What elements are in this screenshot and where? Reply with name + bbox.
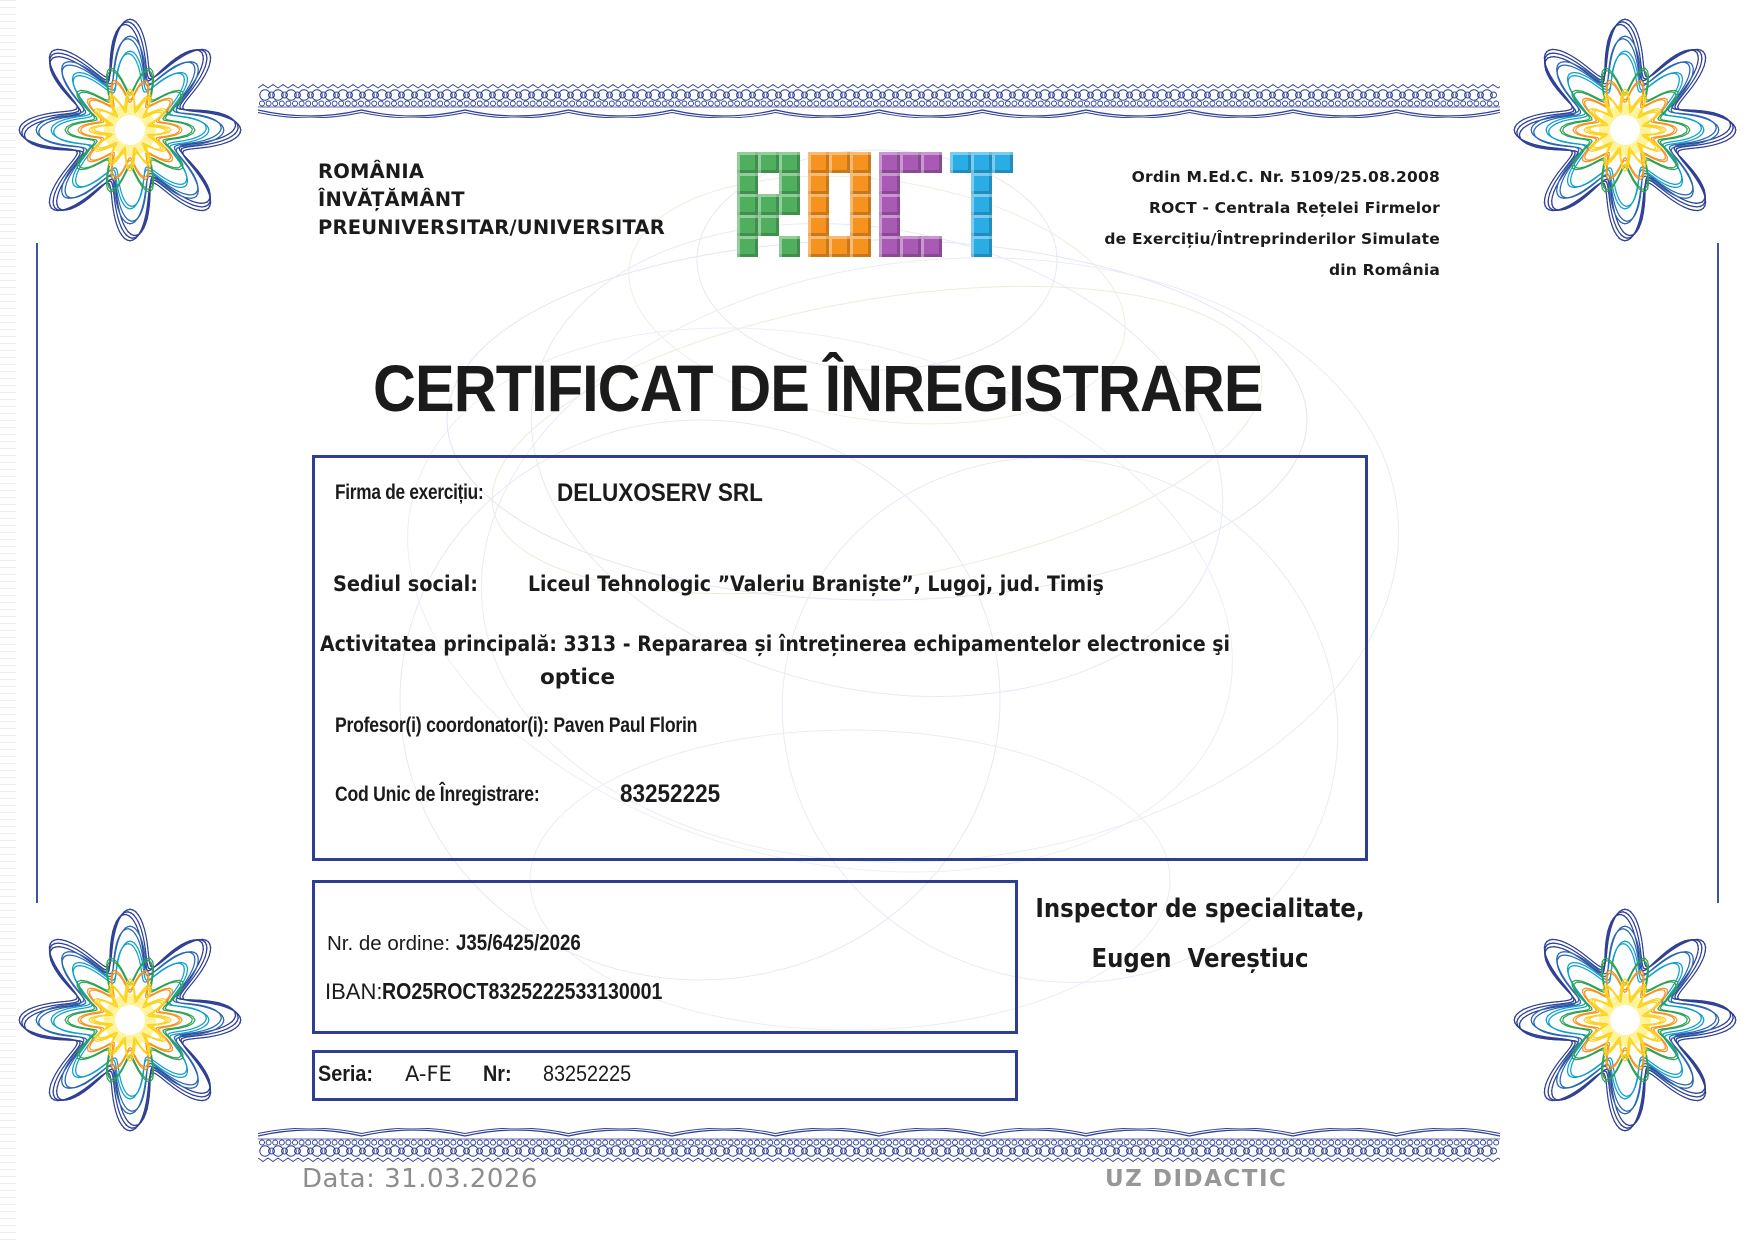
logo-brick [971,152,992,173]
logo-brick [737,194,758,215]
logo-letter-T [950,152,1013,257]
iban-line [325,978,712,1005]
roct-info-line-3: de Exercițiu/Întreprinderilor Simulate [1104,230,1440,248]
logo-brick [808,215,829,236]
profesor-value: Paven Paul Florin [553,713,698,737]
sediu-label: Sediul social: [333,572,479,597]
logo-brick [737,236,758,257]
logo-brick [921,236,942,257]
logo-brick [829,152,850,173]
cui-value: 83252225 [620,780,721,808]
inspector-block [1033,884,1367,984]
logo-brick [921,152,942,173]
logo-brick [779,173,800,194]
logo-brick [850,215,871,236]
frame-line-left [36,243,38,903]
logo-brick [737,173,758,194]
roct-logo [737,152,1022,257]
issuer-block [318,158,665,242]
logo-brick [900,236,921,257]
activitate-value: 3313 - Repararea și întreținerea echipamentelor electronice şi [563,632,1231,657]
inspector-title: Inspector de specialitate, [1035,894,1365,924]
logo-brick [779,152,800,173]
logo-letter-R [737,152,800,257]
logo-brick [758,215,779,236]
registration-box [312,880,1018,1034]
firma-value: DELUXOSERV SRL [557,479,763,507]
logo-brick [737,152,758,173]
logo-brick [971,215,992,236]
guilloche-rosette-top-right [1510,15,1740,245]
profesor-label: Profesor(i) coordonator(i): [335,713,549,737]
certificate-title: CERTIFICAT DE ÎNREGISTRARE [373,351,1263,425]
logo-brick [737,215,758,236]
logo-brick [971,236,992,257]
logo-brick [808,194,829,215]
logo-brick [879,215,900,236]
logo-letter-O [808,152,871,257]
nr-label: Nr: [483,1061,512,1086]
activitate-value-line2: optice [540,665,616,690]
border-band-top [258,84,1500,118]
logo-brick [850,236,871,257]
cui-label: Cod Unic de Înregistrare: [335,782,540,806]
guilloche-rosette-top-left [15,15,245,245]
footer-date: Data: 31.03.2026 [302,1164,538,1194]
ordine-value: J35/6425/2026 [455,930,581,955]
logo-brick [879,236,900,257]
logo-brick [971,194,992,215]
logo-brick [808,173,829,194]
issuer-line-2: ÎNVĂȚĂMÂNT [318,188,465,211]
roct-info-block [1040,162,1440,286]
logo-brick [971,173,992,194]
logo-brick [829,236,850,257]
roct-info-line-2: ROCT - Centrala Rețelei Firmelor [1148,199,1440,217]
ordine-line [327,930,603,956]
logo-brick [779,236,800,257]
logo-brick [879,152,900,173]
guilloche-rosette-bottom-right [1510,905,1740,1135]
activitate-label: Activitatea principală: [320,632,557,657]
logo-brick [900,152,921,173]
issuer-line-3: PREUNIVERSITAR/UNIVERSITAR [318,216,666,239]
ordine-label: Nr. de ordine: [327,932,451,955]
logo-brick [779,194,800,215]
logo-brick [879,194,900,215]
border-band-bottom [258,1128,1500,1162]
logo-letter-C [879,152,942,257]
iban-label: IBAN: [325,979,383,1004]
logo-brick [850,194,871,215]
frame-line-right [1717,243,1719,903]
firma-label: Firma de exercițiu: [335,481,484,504]
logo-brick [808,236,829,257]
roct-info-line-1: Ordin M.Ed.C. Nr. 5109/25.08.2008 [1131,168,1440,186]
profesor-line [335,713,697,738]
logo-brick [992,152,1013,173]
logo-brick [850,152,871,173]
nr-value: 83252225 [543,1061,632,1086]
activitate-line [320,632,1230,657]
logo-brick [808,152,829,173]
seria-label: Seria: [318,1061,374,1086]
logo-brick [758,194,779,215]
inspector-name: Eugen Vereștiuc [1091,944,1309,974]
logo-brick [879,173,900,194]
sediu-value: Liceul Tehnologic ”Valeriu Braniște”, Lugoj, jud. Timiş [528,572,1104,597]
logo-brick [758,152,779,173]
logo-brick [850,173,871,194]
guilloche-rosette-bottom-left [15,905,245,1135]
seria-value: A-FE [405,1062,452,1086]
iban-value: RO25ROCT8325222533130001 [382,978,663,1004]
issuer-line-1: ROMÂNIA [318,160,425,183]
logo-brick [950,152,971,173]
roct-info-line-4: din România [1328,261,1440,279]
footer-usage: UZ DIDACTIC [1105,1166,1288,1192]
